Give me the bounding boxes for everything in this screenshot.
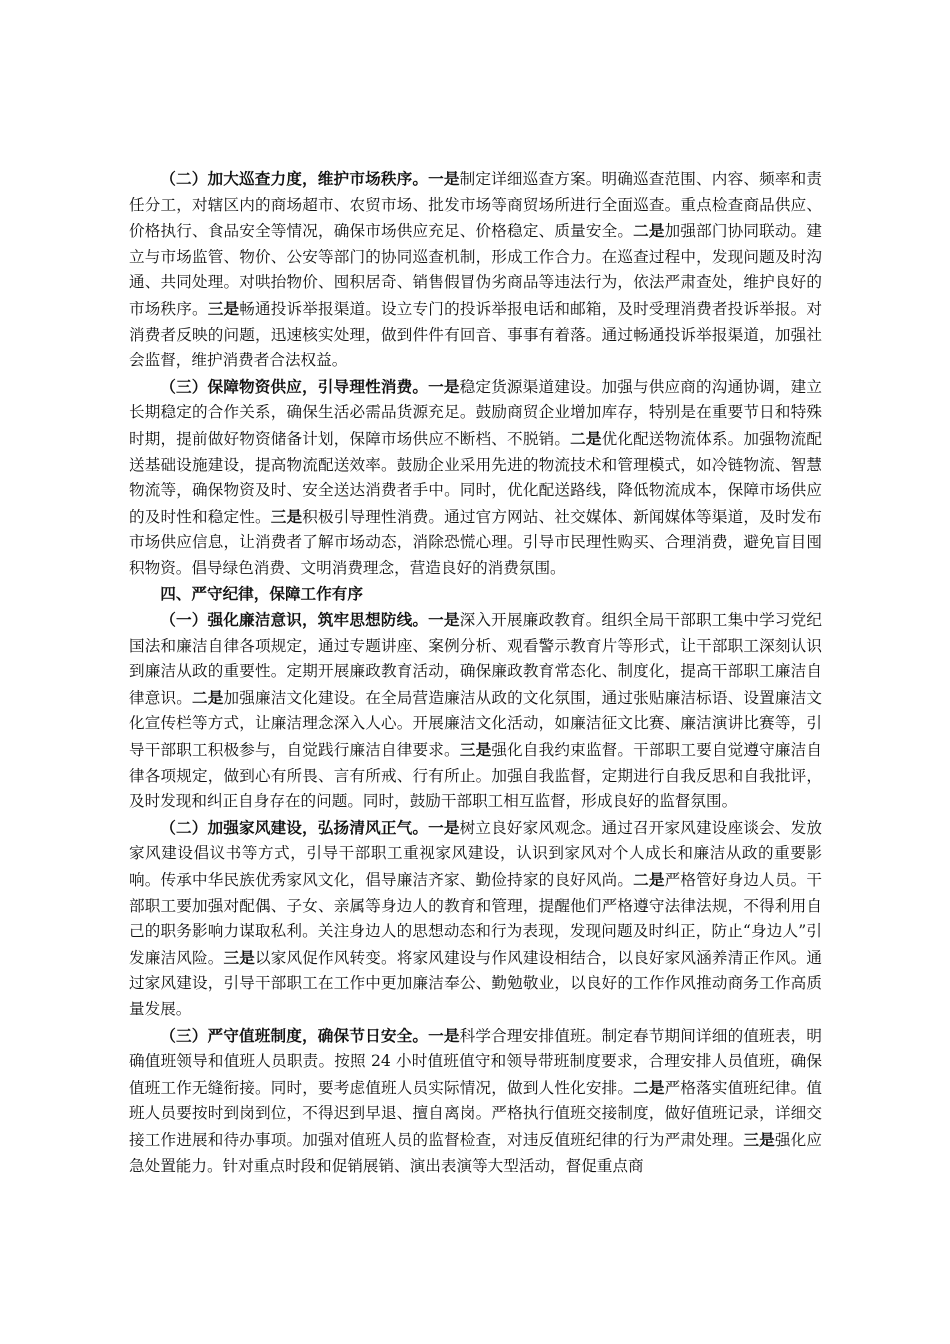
text-run: 强化应急处置能力。针对重点时段和促销展销、演出表演等大型活动，督促重点商 xyxy=(129,1130,822,1175)
text-run: 严格落实值班纪律。值班人员要按时到岗到位，不得迟到早退、擅自离岗。严格执行值班交接制度，做好值班记录，详细交接工作进展和待办事项。加强对值班人员的监督检查，对违反值班纪律的行为严肃处理。 xyxy=(129,1078,822,1149)
text-run: 科学合理安排值班。制定春节期间详细的值班表，明确值班领导和值班人员职责。按照 24 小时值班值守和领导带班制度要求，合理安排人员值班，确保值班工作无缝衔接。同时，要考虑值班人员实际情况，做到人性化安排。 xyxy=(129,1026,822,1097)
paragraph xyxy=(129,166,822,374)
bold-run: （二）加大巡查力度，维护市场秩序。一是 xyxy=(160,169,460,188)
text-run: 制定详细巡查方案。明确巡查范围、内容、频率和责任分工，对辖区内的商场超市、农贸市场、批发市场等商贸场所进行全面巡查。重点检查商品供应、价格执行、食品安全等情况，确保市场供应充足、价格稳定、质量安全。 xyxy=(129,170,822,241)
bold-run: 三是 xyxy=(459,740,492,760)
document-page xyxy=(129,166,822,1179)
paragraph xyxy=(129,1023,822,1180)
section-heading xyxy=(129,582,822,608)
text-run: 树立良好家风观念。通过召开家风建设座谈会、发放家风建设倡议书等方式，引导干部职工重视家风建设，认识到家风对个人成长和廉洁从政的重要影响。传承中华民族优秀家风文化，倡导廉洁齐家、勤俭持家的良好风尚。 xyxy=(129,818,822,890)
bold-run: 三是 xyxy=(743,1129,775,1149)
bold-run: （三）严守值班制度，确保节日安全。一是 xyxy=(160,1025,460,1045)
bold-run: 三是 xyxy=(207,298,240,318)
text-run: 加强部门协同联动。建立与市场监管、物价、公安等部门的协同巡查机制，形成工作合力。在巡查过程中，发现问题及时沟通、共同处理。对哄抬物价、囤积居奇、销售假冒伪劣商品等违法行为，依法严肃查处，维护良好的市场秩序。 xyxy=(129,222,822,318)
bold-run: 二是 xyxy=(633,1077,665,1097)
bold-run: 二是 xyxy=(570,428,602,448)
paragraph xyxy=(129,374,822,582)
text-run: 优化配送物流体系。加强物流配送基础设施建设，提高物流配送效率。鼓励企业采用先进的物流技术和管理模式，如冷链物流、智慧物流等，确保物资及时、安全送达消费者手中。同时，优化配送路线，降低物流成本，保障市场供应的及时性和稳定性。 xyxy=(129,429,822,526)
bold-run: 四、严守纪律，保障工作有序 xyxy=(160,584,363,603)
bold-run: 二是 xyxy=(192,687,224,707)
bold-run: （一）强化廉洁意识，筑牢思想防线。一是 xyxy=(160,610,460,630)
bold-run: 二是 xyxy=(633,221,665,241)
text-run: 以家风促作风转变。将家风建设与作风建设相结合，以良好家风涵养清正作风。通过家风建设，引导干部职工在工作中更加廉洁奉公、勤勉敬业，以良好的工作作风推动商务工作高质量发展。 xyxy=(129,948,822,1018)
text-run: 强化自我约束监督。干部职工要自觉遵守廉洁自律各项规定，做到心有所畏、言有所戒、行有所止。加强自我监督，定期进行自我反思和自我批评，及时发现和纠正自身存在的问题。同时，鼓励干部职工相互监督，形成良好的监督氛围。 xyxy=(129,741,822,811)
bold-run: 三是 xyxy=(223,947,256,967)
paragraph xyxy=(129,815,822,1023)
paragraph xyxy=(129,607,822,815)
text-run: 积极引导理性消费。通过官方网站、社交媒体、新闻媒体等渠道，及时发布市场供应信息，让消费者了解市场动态，消除恐慌心理。引导市民理性购买、合理消费，避免盲目囤积物资。倡导绿色消费、文明消费理念，营造良好的消费氛围。 xyxy=(129,507,822,577)
bold-run: 二是 xyxy=(633,870,665,890)
text-run: 稳定货源渠道建设。加强与供应商的沟通协调，建立长期稳定的合作关系，确保生活必需品货源充足。鼓励商贸企业增加库存，特别是在重要节日和特殊时期，提前做好物资储备计划，保障市场供应不断档、不脱销。 xyxy=(129,377,822,448)
text-run: 加强廉洁文化建设。在全局营造廉洁从政的文化氛围，通过张贴廉洁标语、设置廉洁文化宣传栏等方式，让廉洁理念深入人心。开展廉洁文化活动，如廉洁征文比赛、廉洁演讲比赛等，引导干部职工积极参与，自觉践行廉洁自律要求。 xyxy=(129,688,822,760)
text-run: 深入开展廉政教育。组织全局干部职工集中学习党纪国法和廉洁自律各项规定，通过专题讲座、案例分析、观看警示教育片等形式，让干部职工深刻认识到廉洁从政的重要性。定期开展廉政教育活动，确保廉政教育常态化、制度化，提高干部职工廉洁自律意识。 xyxy=(129,611,822,707)
text-run: 严格管好身边人员。干部职工要加强对配偶、子女、亲属等身边人的教育和管理，提醒他们严格遵守法律法规，不得利用自己的职务影响力谋取私利。关注身边人的思想动态和行为表现，发现问题及时纠正，防止“身边人”引发廉洁风险。 xyxy=(129,871,822,967)
bold-run: （三）保障物资供应，引导理性消费。一是 xyxy=(160,376,460,396)
text-run: 畅通投诉举报渠道。设立专门的投诉举报电话和邮箱，及时受理消费者投诉举报。对消费者反映的问题，迅速核实处理，做到件件有回音、事事有着落。通过畅通投诉举报渠道，加强社会监督，维护消费者合法权益。 xyxy=(129,299,822,370)
bold-run: 三是 xyxy=(270,506,303,526)
bold-run: （二）加强家风建设，弘扬清风正气。一是 xyxy=(160,817,460,837)
